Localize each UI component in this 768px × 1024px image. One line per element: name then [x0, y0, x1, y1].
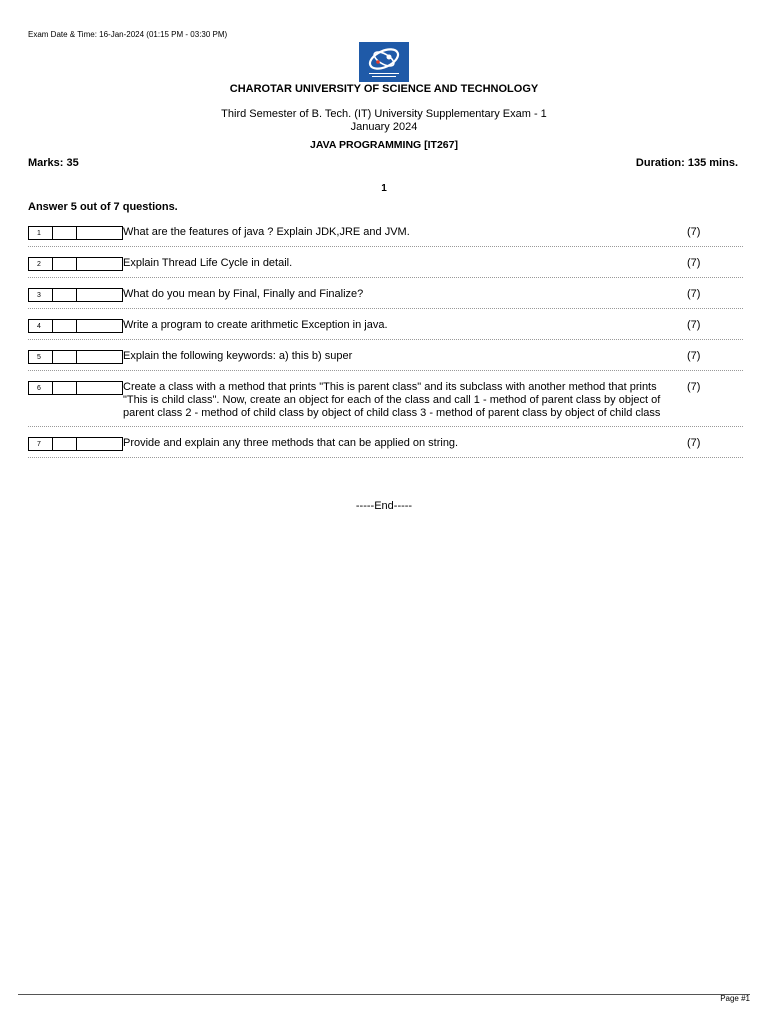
question-text: Create a class with a method that prints "This is parent class" and its subclass with another method that prints "This is child class". Now, create an object for each of the class and call 1 - method of parent class by object of parent class 2 - method of child class by object of child class 3 - method of parent class by object of child class — [123, 381, 661, 419]
question-row — [28, 255, 743, 278]
question-number-box — [28, 319, 123, 333]
question-number-box — [28, 288, 123, 302]
answer-box — [77, 382, 122, 394]
exam-title: Third Semester of B. Tech. (IT) University Supplementary Exam - 1 — [221, 108, 547, 120]
section-number: 1 — [381, 183, 387, 194]
question-row — [28, 348, 743, 371]
question-number: 5 — [29, 351, 53, 363]
question-row — [28, 286, 743, 309]
question-text: Explain the following keywords: a) this b) super — [123, 350, 353, 362]
section-instruction: Answer 5 out of 7 questions. — [28, 201, 178, 213]
question-row — [28, 435, 743, 458]
question-text: What are the features of java ? Explain JDK,JRE and JVM. — [123, 226, 410, 238]
question-number-box — [28, 437, 123, 451]
answer-box — [53, 258, 77, 270]
question-number-box — [28, 226, 123, 240]
question-number: 2 — [29, 258, 53, 270]
question-text: Provide and explain any three methods that can be applied on string. — [123, 437, 459, 449]
question-number: 7 — [29, 438, 53, 450]
question-text: What do you mean by Final, Finally and Finalize? — [123, 288, 364, 300]
question-number: 4 — [29, 320, 53, 332]
question-number-box — [28, 350, 123, 364]
page-number: Page #1 — [720, 994, 750, 1003]
subject-title: JAVA PROGRAMMING [IT267] — [310, 139, 458, 151]
question-number-box — [28, 381, 123, 395]
answer-box — [53, 351, 77, 363]
answer-box — [77, 320, 122, 332]
end-marker: -----End----- — [355, 500, 413, 512]
university-name: CHAROTAR UNIVERSITY OF SCIENCE AND TECHNOLOGY — [229, 83, 539, 95]
answer-box — [53, 227, 77, 239]
answer-box — [77, 351, 122, 363]
exam-duration: Duration: 135 mins. — [635, 157, 738, 169]
exam-datetime: Exam Date & Time: 16-Jan-2024 (01:15 PM - 03:30 PM) — [28, 30, 228, 39]
question-marks: (7) — [687, 226, 701, 238]
question-text: Write a program to create arithmetic Exception in java. — [123, 319, 388, 331]
answer-box — [53, 382, 77, 394]
question-row — [28, 379, 743, 427]
answer-box — [77, 438, 122, 450]
question-marks: (7) — [687, 288, 701, 300]
footer-divider — [18, 994, 750, 995]
question-row — [28, 224, 743, 247]
question-marks: (7) — [687, 437, 701, 449]
answer-box — [53, 289, 77, 301]
question-number: 6 — [29, 382, 53, 394]
question-marks: (7) — [687, 350, 701, 362]
exam-month: January 2024 — [350, 121, 418, 133]
question-number: 3 — [29, 289, 53, 301]
answer-box — [77, 289, 122, 301]
answer-box — [53, 438, 77, 450]
answer-box — [53, 320, 77, 332]
university-logo-icon — [359, 42, 409, 82]
question-number-box — [28, 257, 123, 271]
question-list — [28, 224, 743, 466]
question-row — [28, 317, 743, 340]
answer-box — [77, 227, 122, 239]
question-text: Explain Thread Life Cycle in detail. — [123, 257, 293, 269]
total-marks: Marks: 35 — [28, 157, 79, 169]
question-marks: (7) — [687, 257, 701, 269]
question-marks: (7) — [687, 319, 701, 331]
question-marks: (7) — [687, 381, 701, 393]
answer-box — [77, 258, 122, 270]
question-number: 1 — [29, 227, 53, 239]
